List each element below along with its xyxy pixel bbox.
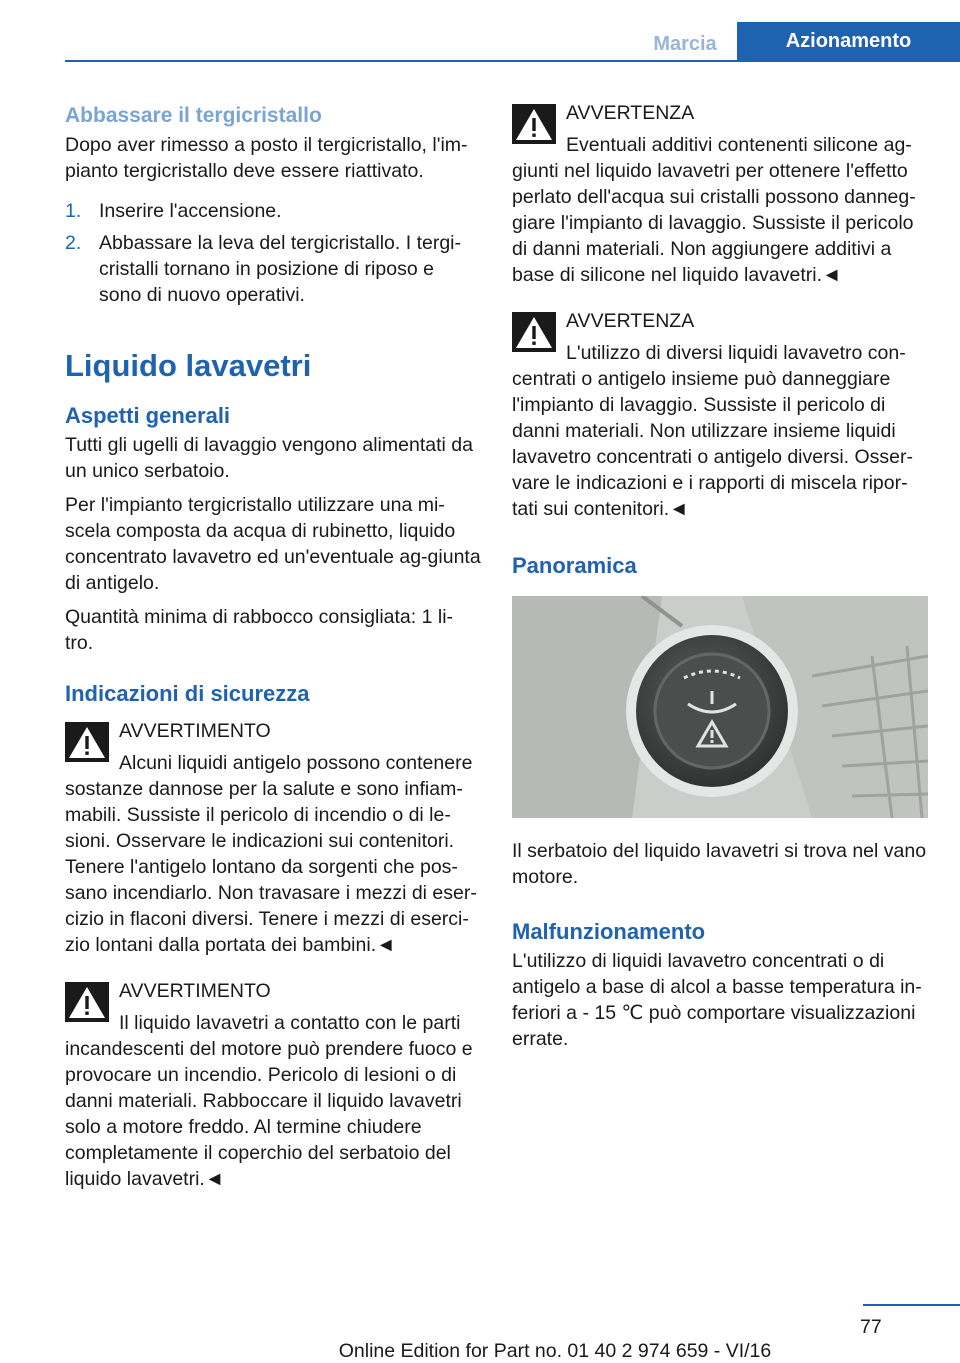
right-column <box>512 100 928 1060</box>
lower-wiper-intro: Dopo aver rimesso a posto il tergicristallo, l'im-pianto tergicristallo deve essere riattivato. <box>65 134 468 182</box>
header-rule <box>65 60 960 62</box>
caution-triangle-icon <box>512 104 556 144</box>
warning-text: Alcuni liquidi antigelo possono contenere sostanze dannose per la salute e sono infiam-mabili. Sussiste il pericolo di incendio o di le-sioni. Osservare le indicazioni sui contenitori. Tenere l'antigelo lontano da sorgenti che pos-sano incendiarlo. Non travasare i mezzi di eser-cizio in flaconi diversi. Tenere i mezzi di eserci-zio lontani dalla portata dei bambini.◄ <box>65 752 477 956</box>
caution-triangle-icon <box>512 312 556 352</box>
general-paragraph: Quantità minima di rabbocco consigliata: 1 li-tro. <box>65 606 454 654</box>
warning-title: AVVERTIMENTO <box>119 980 271 1002</box>
caution-box <box>512 308 928 522</box>
general-paragraph: Tutti gli ugelli di lavaggio vengono alimentati da un unico serbatoio. <box>65 434 473 482</box>
caution-title: AVVERTENZA <box>566 310 695 332</box>
step-number: 1. <box>65 200 82 222</box>
caution-box <box>512 100 928 288</box>
warning-title: AVVERTIMENTO <box>119 720 271 742</box>
caution-text: L'utilizzo di diversi liquidi lavavetro con-centrati o antigelo insieme può danneggiare l'impianto di lavaggio. Sussiste il pericolo di danni materiali. Non utilizzare insieme liquidi lavavetro concentrati o antigelo diversi. Osser-vare le indicazioni e i rapporti di miscela ripor-tati sui contenitori.◄ <box>512 342 914 520</box>
washer-reservoir-photo <box>512 596 928 818</box>
lower-wiper-steps <box>65 198 481 308</box>
page-number: 77 <box>860 1316 882 1338</box>
warning-box <box>65 978 481 1192</box>
edition-footer: Online Edition for Part no. 01 40 2 974 659 - VI/16 <box>338 1340 772 1362</box>
warning-box <box>65 718 481 958</box>
photo-caption: Il serbatoio del liquido lavavetri si trova nel vano motore. <box>512 840 927 888</box>
caution-text: Eventuali additivi contenenti silicone ag-giunti nel liquido lavavetri per ottenere l'effetto perlato dell'acqua sui cristalli possono danneg-giare l'impianto di lavaggio. Sussiste il pericolo di danni materiali. Non aggiungere additivi a base di silicone nel liquido lavavetri.◄ <box>512 134 916 286</box>
step-number: 2. <box>65 232 82 254</box>
warning-text: Il liquido lavavetri a contatto con le parti incandescenti del motore può prendere fuoco e provocare un incendio. Pericolo di lesioni o di danni materiali. Rabboccare il liquido lavavetri solo a motore freddo. Al termine chiudere completamente il coperchio del serbatoio del liquido lavavetri.◄ <box>65 1012 473 1190</box>
general-paragraph: Per l'impianto tergicristallo utilizzare una mi-scela composta da acqua di rubinetto, liquido concentrato lavavetro ed un'eventuale ag-giunta di antigelo. <box>65 494 481 594</box>
malfunction-section-title: Malfunzionamento <box>512 919 706 944</box>
warning-triangle-icon <box>65 982 109 1022</box>
step-item <box>65 198 481 224</box>
lower-wiper-title: Abbassare il tergicristallo <box>65 104 322 127</box>
warning-triangle-icon <box>65 722 109 762</box>
caution-title: AVVERTENZA <box>566 102 695 124</box>
left-column <box>65 100 481 1212</box>
malfunction-text: L'utilizzo di liquidi lavavetro concentrati o di antigelo a base di alcol a basse temperatura in-feriori a - 15 ℃ può comportare visualizzazioni errate. <box>512 950 922 1050</box>
overview-section-title: Panoramica <box>512 553 637 578</box>
step-text: Inserire l'accensione. <box>99 200 282 222</box>
safety-section-title: Indicazioni di sicurezza <box>65 681 310 706</box>
step-text: Abbassare la leva del tergicristallo. I tergi-cristalli tornano in posizione di riposo e sono di nuovo operativi. <box>99 232 461 306</box>
header-section-tab[interactable]: Marcia <box>653 33 717 55</box>
general-section-title: Aspetti generali <box>65 403 231 428</box>
page-number-rule <box>863 1304 960 1306</box>
header-active-section-tab[interactable]: Azionamento <box>737 22 960 61</box>
step-item <box>65 230 481 308</box>
chapter-title: Liquido lavavetri <box>65 348 312 383</box>
washer-reservoir-cap-illustration <box>512 596 928 818</box>
